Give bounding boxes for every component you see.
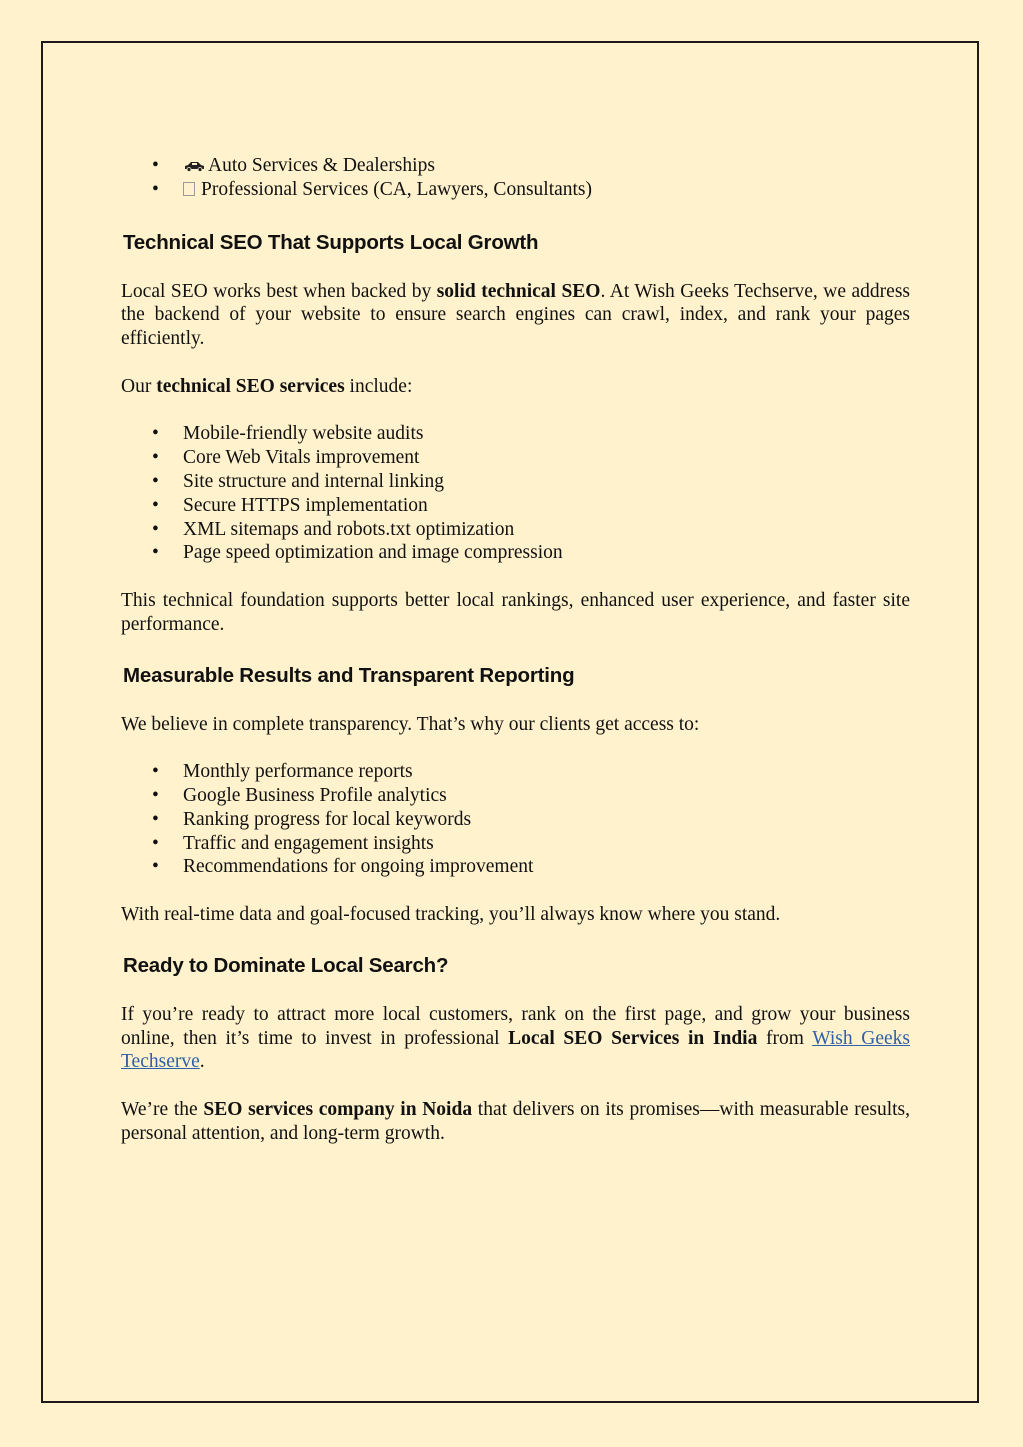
technical-services-list [121,422,910,565]
technical-paragraph-3: This technical foundation supports better local rankings, enhanced user experience, and faster site performance. [121,589,910,635]
car-icon [183,160,205,172]
list-item-label: Auto Services & Dealerships [208,155,435,176]
list-item: • Mobile-friendly website audits [121,422,910,446]
missing-glyph-icon [183,182,195,196]
list-item [121,178,910,202]
list-item: • Traffic and engagement insights [121,832,910,856]
technical-paragraph-2: Our technical SEO services include: [121,375,413,397]
list-item: • Ranking progress for local keywords [121,808,910,832]
list-item: • Page speed optimization and image compression [121,541,910,565]
ready-paragraph-1: If you’re ready to attract more local customers, rank on the first page, and grow your business online, then it’s time to invest in professional Local SEO Services in India from Wish Geeks Techserve. [121,1003,910,1073]
section-heading-technical: Technical SEO That Supports Local Growth [123,230,539,254]
technical-paragraph-1: Local SEO works best when backed by solid technical SEO. At Wish Geeks Techserve, we address the backend of your website to ensure search engines can crawl, index, and rank your pages efficiently. [121,280,910,350]
section-heading-ready: Ready to Dominate Local Search? [123,953,449,977]
list-item: • Secure HTTPS implementation [121,494,910,518]
list-item: • Google Business Profile analytics [121,784,910,808]
list-item: • Site structure and internal linking [121,470,910,494]
list-item-label: Professional Services (CA, Lawyers, Consultants) [201,178,593,200]
document-content [121,154,910,1146]
list-item: • Monthly performance reports [121,760,910,784]
wish-geeks-link[interactable]: Wish Geeks Techserve [121,1027,910,1073]
reporting-list [121,760,910,879]
reporting-intro: We believe in complete transparency. That’s why our clients get access to: [121,713,700,735]
reporting-outro: With real-time data and goal-focused tracking, you’ll always know where you stand. [121,903,781,925]
list-item: • Core Web Vitals improvement [121,446,910,470]
list-item: • Recommendations for ongoing improvement [121,855,910,879]
list-item: • XML sitemaps and robots.txt optimization [121,518,910,542]
industries-list [121,154,910,202]
section-heading-reporting: Measurable Results and Transparent Reporting [123,663,575,687]
list-item [121,154,910,178]
ready-paragraph-2: We’re the SEO services company in Noida that delivers on its promises—with measurable results, personal attention, and long-term growth. [121,1098,910,1144]
